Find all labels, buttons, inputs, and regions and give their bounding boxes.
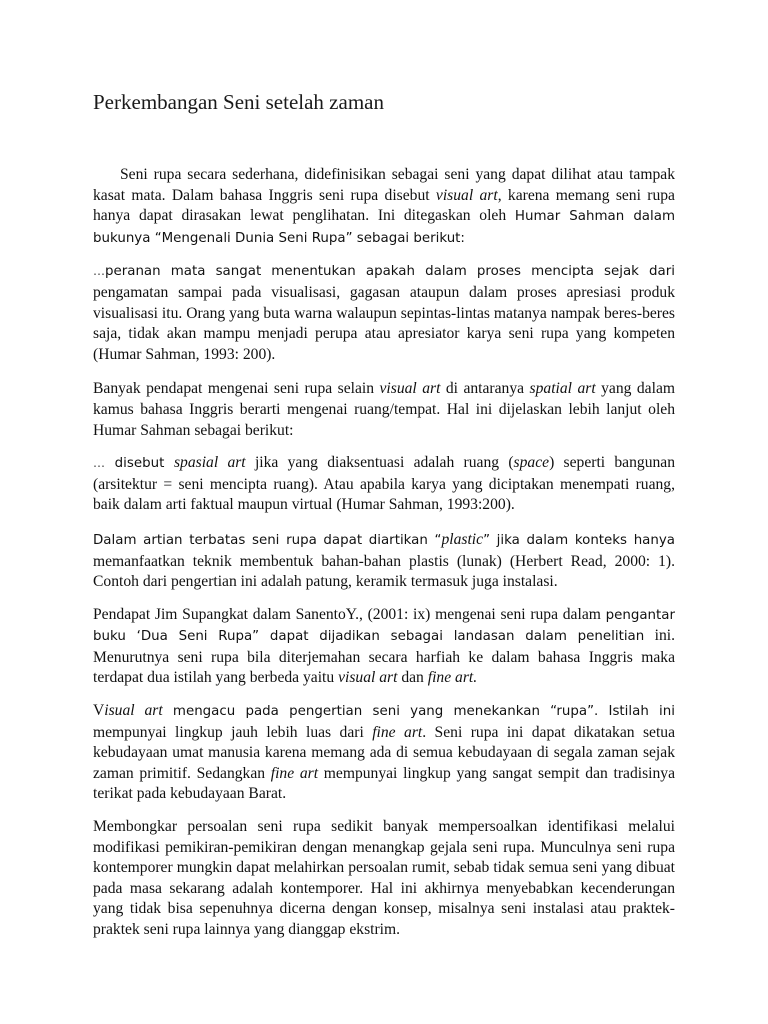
paragraph-4: Pendapat Jim Supangkat dalam SanentoY., (2001: ix) mengenai seni rupa dalam pengantar buku ‘Dua Seni Rupa” dapat dijadikan sebagai landasan dalam penelitian ini. Menurutnya seni rupa bila diterjemahan secara harfiah ke dalam bahasa Inggris maka terdapat dua istilah yang berbeda yaitu visual art dan fine art.	[93, 605, 676, 687]
quote-1: …peranan mata sangat menentukan apakah dalam proses mencipta sejak dari pengamatan sampai pada visualisasi, gagasan ataupun dalam proses apresiasi produk visualisasi itu. Orang yang buta warna walaupun sepintas-lintas matanya nampak beres-beres saja, tidak akan mampu menjadi perupa atau apresiator karya seni rupa yang kompeten (Humar Sahman, 1993: 200).	[93, 264, 675, 363]
document-title: Perkembangan Seni setelah zaman	[93, 90, 384, 114]
document-body	[93, 165, 675, 953]
paragraph-5: Visual art mengacu pada pengertian seni yang menekankan “rupa”. Istilah ini mempunyai lingkup jauh lebih luas dari fine art. Seni rupa ini dapat dikatakan setua kebudayaan umat manusia karena memang ada di semua kebudayaan di segala zaman sejak zaman primitif. Sedangkan fine art mempunyai lingkup yang sangat sempit dan tradisinya terikat pada kebudayaan Barat.	[93, 702, 675, 803]
quote-2: … disebut spasial art jika yang diaksentuasi adalah ruang (space) seperti bangunan (arsitektur = seni mencipta ruang). Atau apabila karya yang diciptakan menempati ruang, baik dalam arti faktual maupun virtual (Humar Sahman, 1993:200).	[93, 454, 676, 514]
paragraph-6: Membongkar persoalan seni rupa sedikit banyak mempersoalkan identifikasi melalui modifikasi pemikiran-pemikiran dengan menangkap gejala seni rupa. Munculnya seni rupa kontemporer mungkin dapat melahirkan persoalan rumit, sebab tidak semua seni yang dibuat pada masa sekarang adalah kontemporer. Hal ini akhirnya menyebabkan kecenderungan yang tidak bisa sepenuhnya dicerna dengan konsep, misalnya seni instalasi atau praktek-praktek seni rupa lainnya yang dianggap ekstrim.	[93, 818, 675, 938]
paragraph-2: Banyak pendapat mengenai seni rupa selain visual art di antaranya spatial art yang dalam kamus bahasa Inggris berarti mengenai ruang/tempat. Hal ini dijelaskan lebih lanjut oleh Humar Sahman sebagai berikut:	[93, 380, 675, 439]
paragraph-1: Seni rupa secara sederhana, didefinisikan sebagai seni yang dapat dilihat atau tampak kasat mata. Dalam bahasa Inggris seni rupa disebut visual art, karena memang seni rupa hanya dapat dirasakan lewat penglihatan. Ini ditegaskan oleh Humar Sahman dalam bukunya “Mengenali Dunia Seni Rupa” sebagai berikut:	[93, 166, 675, 246]
paragraph-3: Dalam artian terbatas seni rupa dapat diartikan “plastic” jika dalam konteks hanya memanfaatkan teknik membentuk bahan-bahan plastis (lunak) (Herbert Read, 2000: 1). Contoh dari pengertian ini adalah patung, keramik termasuk juga instalasi.	[93, 530, 675, 591]
